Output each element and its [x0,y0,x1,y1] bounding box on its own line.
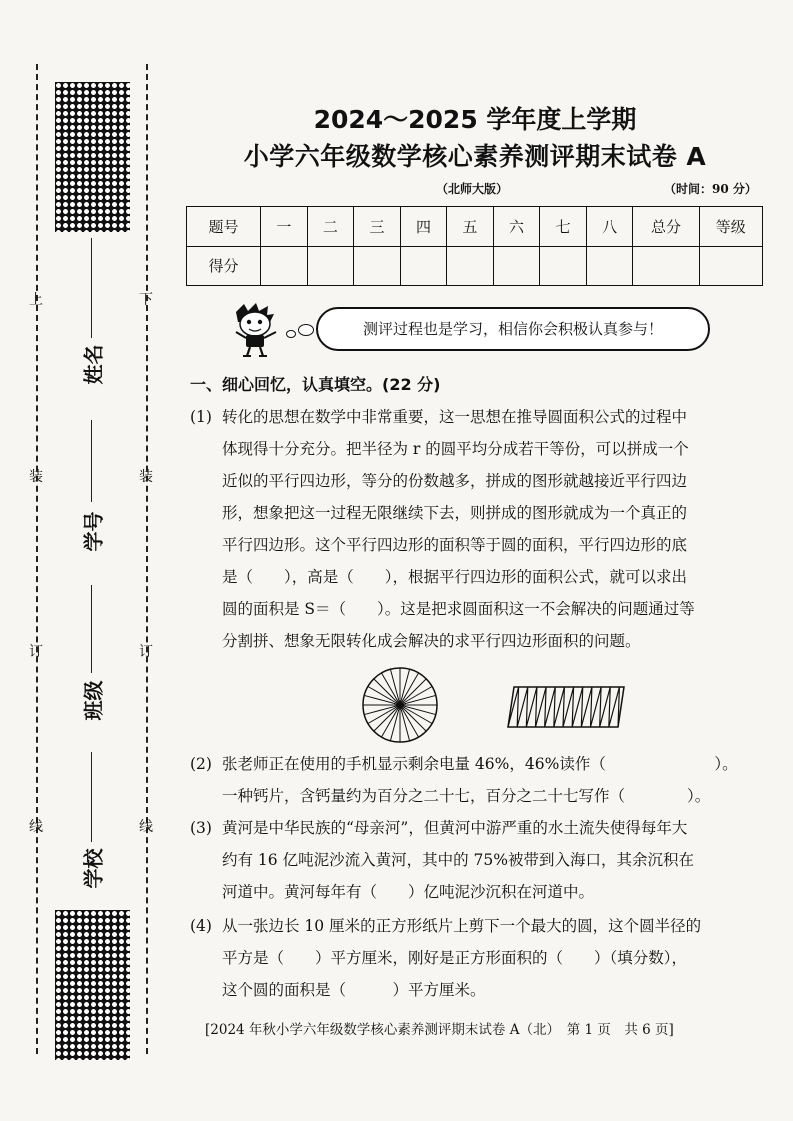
name-field-line[interactable] [91,238,92,338]
question-4 [190,910,770,1006]
name-label: 姓名 [81,344,106,385]
exam-title-line1: 2024～2025 学年度上学期 [313,105,637,134]
cut-char-right: 下 [139,292,153,308]
score-cell[interactable] [261,246,308,286]
cut-char-left: 上 [29,292,43,308]
cut-char-right: 线 [139,819,153,835]
cut-char-left: 订 [29,644,43,660]
score-table-header-row [187,207,763,247]
circle-to-parallelogram-figure [360,665,760,745]
question-line: 约有 16 亿吨泥沙流入黄河，其中的 75%被带到入海口，其余沉积在 [222,851,694,869]
mascot-boy-icon [226,302,284,358]
question-1 [190,401,770,657]
score-header-cell: 七 [540,207,587,247]
approximate-parallelogram-icon [508,687,624,727]
score-header-cell: 三 [354,207,401,247]
score-header-cell: 二 [307,207,354,247]
section-title: 一、细心回忆，认真填空。(22 分) [190,375,441,394]
question-line: 是（ ），高是（ ），根据平行四边形的面积公式，就可以求出 [222,568,688,586]
question-number: (1) [190,408,212,426]
question-number: (2) [190,755,212,773]
question-line: 近似的平行四边形，等分的份数越多，拼成的图形就越接近平行四边 [222,472,688,490]
question-line: 一种钙片，含钙量约为百分之二十七，百分之二十七写作（ ）。 [222,787,711,805]
question-line: 张老师正在使用的手机显示剩余电量 46%，46%读作（ ）。 [222,755,738,773]
score-header-cell: 八 [586,207,633,247]
question-line: 黄河是中华民族的“母亲河”，但黄河中游严重的水土流失使得每年大 [222,819,688,837]
school-field-line[interactable] [91,752,92,842]
bubble-tail-small [286,330,296,338]
cut-line-right [146,64,148,1054]
question-line: 平行四边形。这个平行四边形的面积等于圆的面积，平行四边形的底 [222,536,688,554]
bubble-tail [298,324,314,336]
score-cell[interactable] [400,246,447,286]
halftone-block-bottom [55,910,130,1060]
class-label: 班级 [81,680,106,721]
score-cell[interactable] [447,246,494,286]
question-line: 体现得十分充分。把半径为 r 的圆平均分成若干等份，可以拼成一个 [222,440,689,458]
score-header-cell: 一 [261,207,308,247]
score-cell[interactable] [586,246,633,286]
exam-title-line2: 小学六年级数学核心素养测评期末试卷 A [243,142,707,171]
encouragement-bubble: 测评过程也是学习，相信你会积极认真参与！ [316,307,710,351]
score-header-cell: 总分 [633,207,699,247]
cut-line-left [36,64,38,1054]
question-3 [190,812,770,908]
question-line: 转化的思想在数学中非常重要，这一思想在推导圆面积公式的过程中 [222,408,688,426]
question-line: 河道中。黄河每年有（ ）亿吨泥沙沉积在河道中。 [222,883,595,901]
cut-char-left: 装 [29,469,43,485]
score-header-cell: 六 [493,207,540,247]
question-number: (4) [190,917,212,935]
score-header-cell: 五 [447,207,494,247]
binding-strip [0,0,175,1121]
cut-char-right: 订 [139,644,153,660]
student-id-field-line[interactable] [91,420,92,502]
class-field-line[interactable] [91,585,92,673]
score-table [186,206,763,286]
score-cell[interactable] [307,246,354,286]
halftone-block-top [55,82,130,232]
score-header-cell: 题号 [187,207,261,247]
divided-circle-icon [363,668,437,742]
score-header-cell: 等级 [699,207,762,247]
question-2 [190,748,770,812]
score-row-label: 得分 [187,246,261,286]
score-cell[interactable] [493,246,540,286]
score-cell[interactable] [699,246,762,286]
student-id-label: 学号 [81,511,106,552]
question-line: 形，想象把这一过程无限继续下去，则拼成的图形就成为一个真正的 [222,504,688,522]
cut-char-left: 线 [29,819,43,835]
question-line: 这个圆的面积是（ ）平方厘米。 [222,981,486,999]
question-line: 平方是（ ）平方厘米，刚好是正方形面积的（ ）（填分数）， [222,949,688,967]
score-header-cell: 四 [400,207,447,247]
score-cell[interactable] [354,246,401,286]
question-line: 圆的面积是 S＝（ ）。这是把求圆面积这一不会解决的问题通过等 [222,600,695,618]
time-limit: （时间：90 分） [664,182,757,196]
score-table-score-row [187,246,763,286]
question-line: 分割拼、想象无限转化成会解决的求平行四边形面积的问题。 [222,632,641,650]
score-cell[interactable] [540,246,587,286]
score-cell[interactable] [633,246,699,286]
page-footer: [2024 年秋小学六年级数学核心素养测评期末试卷 A（北） 第 1 页 共 6 页] [205,1022,674,1038]
edition-label: （北师大版） [436,182,509,196]
question-number: (3) [190,819,212,837]
cut-char-right: 装 [139,469,153,485]
school-label: 学校 [81,848,106,889]
question-line: 从一张边长 10 厘米的正方形纸片上剪下一个最大的圆，这个圆半径的 [222,917,702,935]
